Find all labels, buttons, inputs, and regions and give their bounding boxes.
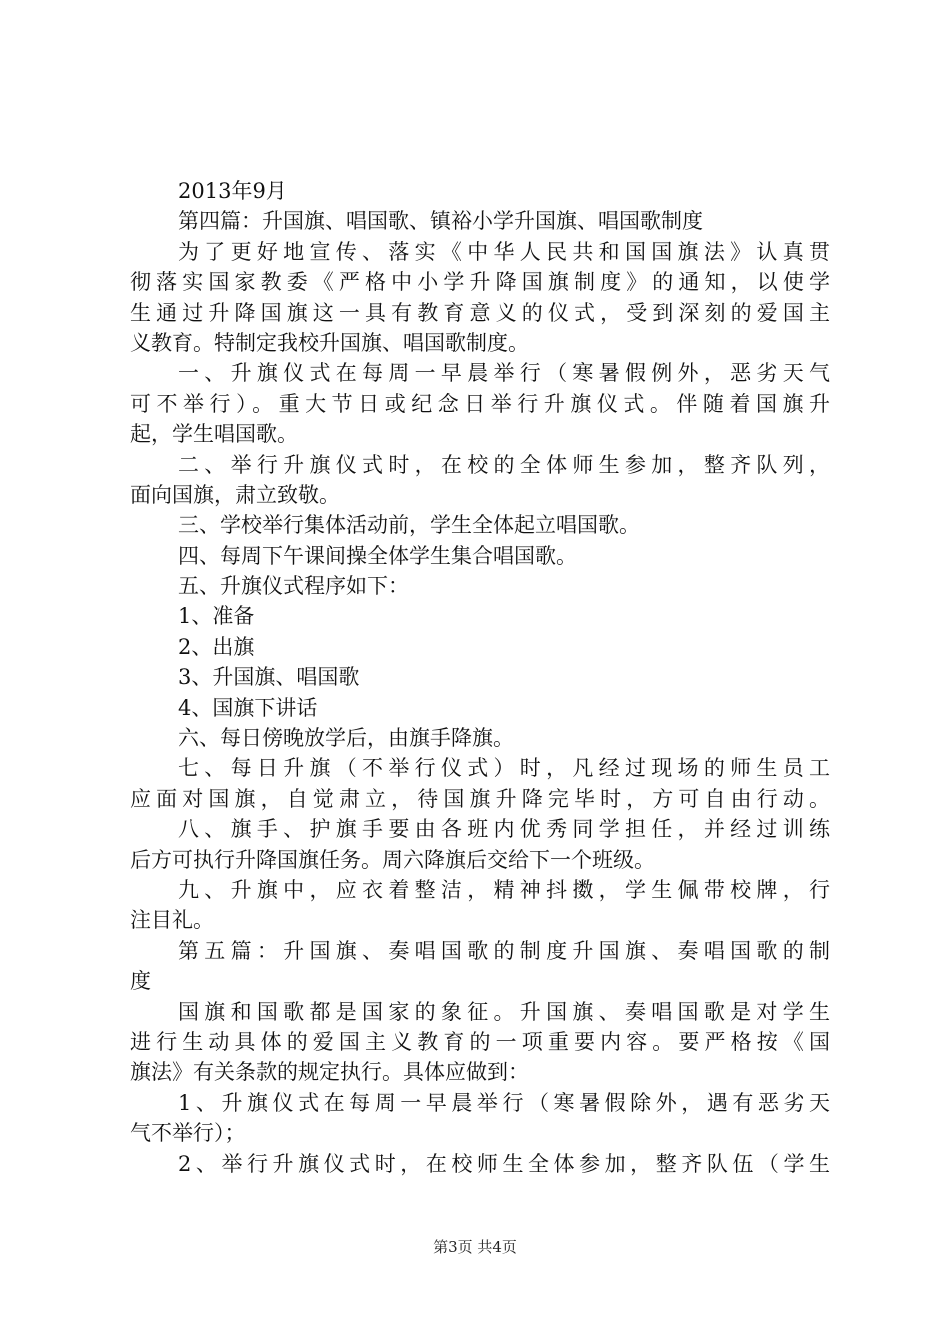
paragraph-line: 进行生动具体的爱国主义教育的一项重要内容。要严格按《国	[130, 1029, 830, 1054]
section-heading: 第四篇：升国旗、唱国歌、镇裕小学升国旗、唱国歌制度	[178, 209, 703, 234]
section-heading: 度	[130, 969, 151, 994]
paragraph-line: 面向国旗，肃立致敬。	[130, 482, 340, 507]
paragraph-line: 八、旗手、护旗手要由各班内优秀同学担任，并经过训练	[178, 817, 830, 842]
paragraph-line: 九、升旗中，应衣着整洁，精神抖擞，学生佩带校牌，行	[178, 877, 830, 902]
section-heading: 第五篇：升国旗、奏唱国歌的制度升国旗、奏唱国歌的制	[178, 938, 830, 963]
paragraph-line: 二、举行升旗仪式时，在校的全体师生参加，整齐队列，	[178, 452, 830, 477]
document-body	[130, 176, 830, 1179]
paragraph-line: 彻落实国家教委《严格中小学升降国旗制度》的通知，以使学	[130, 270, 830, 295]
page-number-footer: 第3页 共4页	[433, 1238, 517, 1256]
paragraph-line: 旗法》有关条款的规定执行。具体应做到：	[130, 1060, 529, 1085]
paragraph-line: 一、升旗仪式在每周一早晨举行（寒暑假例外，恶劣天气	[178, 361, 830, 386]
list-item: 气不举行）；	[130, 1121, 246, 1146]
list-item: 4、国旗下讲话	[178, 695, 318, 720]
paragraph-line: 生通过升降国旗这一具有教育意义的仪式，受到深刻的爱国主	[130, 300, 830, 325]
list-item: 1、准备	[178, 604, 255, 629]
paragraph-line: 注目礼。	[130, 908, 214, 933]
paragraph-line: 起，学生唱国歌。	[130, 422, 298, 447]
paragraph-line: 为了更好地宣传、落实《中华人民共和国国旗法》认真贯	[178, 239, 830, 264]
list-item: 2、出旗	[178, 634, 255, 659]
paragraph-line: 四、每周下午课间操全体学生集合唱国歌。	[178, 543, 577, 568]
paragraph-line: 应面对国旗，自觉肃立，待国旗升降完毕时，方可自由行动。	[130, 786, 830, 811]
list-item: 3、升国旗、唱国歌	[178, 665, 360, 690]
paragraph-line: 七、每日升旗（不举行仪式）时，凡经过现场的师生员工	[178, 756, 830, 781]
paragraph-line: 五、升旗仪式程序如下：	[178, 574, 409, 599]
paragraph-line: 后方可执行升降国旗任务。周六降旗后交给下一个班级。	[130, 847, 655, 872]
date-line: 2013年9月	[178, 179, 287, 203]
list-item: 2、举行升旗仪式时，在校师生全体参加，整齐队伍（学生	[178, 1151, 830, 1176]
paragraph-line: 国旗和国歌都是国家的象征。升国旗、奏唱国歌是对学生	[178, 999, 830, 1024]
paragraph-line: 三、学校举行集体活动前，学生全体起立唱国歌。	[178, 513, 640, 538]
paragraph-line: 六、每日傍晚放学后，由旗手降旗。	[178, 726, 514, 751]
paragraph-line: 可不举行）。重大节日或纪念日举行升旗仪式。伴随着国旗升	[130, 391, 830, 416]
list-item: 1、升旗仪式在每周一早晨举行（寒暑假除外，遇有恶劣天	[178, 1090, 830, 1115]
paragraph-line: 义教育。特制定我校升国旗、唱国歌制度。	[130, 330, 529, 355]
